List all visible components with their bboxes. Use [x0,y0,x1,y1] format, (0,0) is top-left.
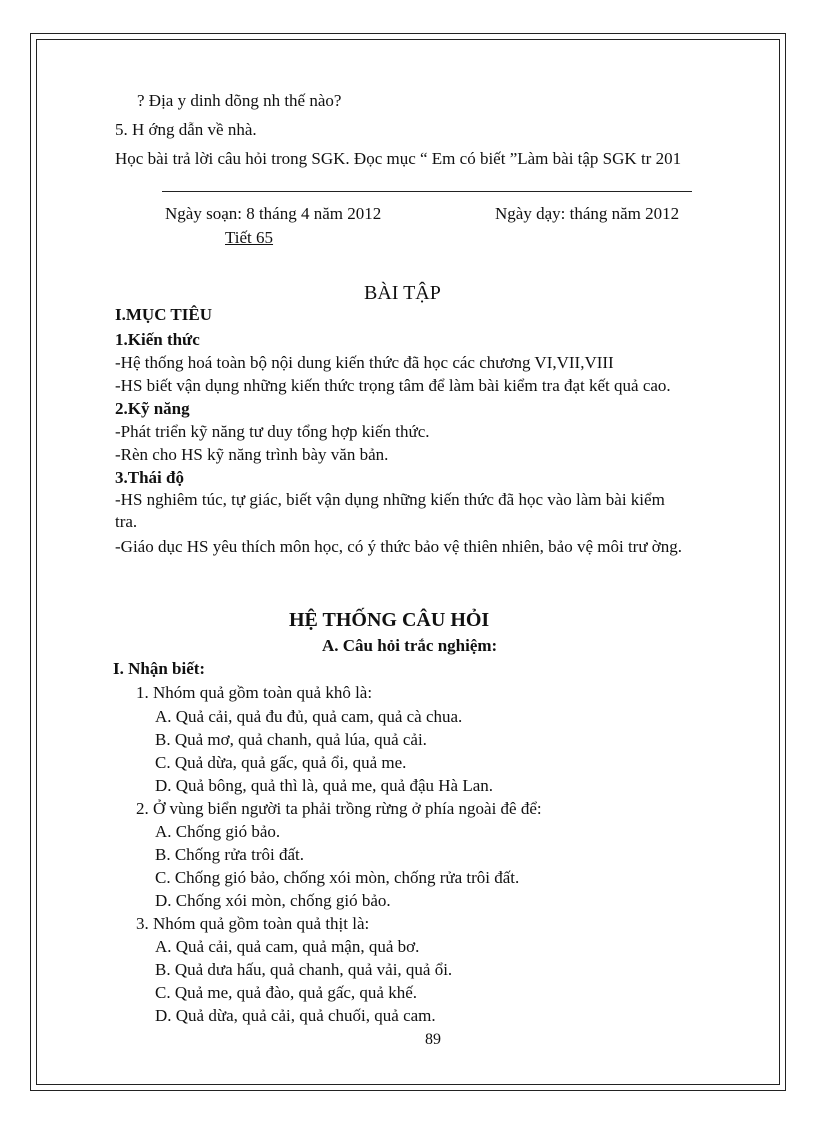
header-line-question: ? Địa y dinh dõng nh thế nào? [137,91,342,110]
question-3-option-b: B. Quả dưa hấu, quả chanh, quả vải, quả ổi. [155,960,453,979]
knowledge-item-1: -Hệ thống hoá toàn bộ nội dung kiến thức đã học các chương VI,VII,VIII [115,353,614,372]
lesson-period: Tiết 65 [225,228,274,247]
questions-heading: HỆ THỐNG CÂU HỎI [289,609,490,631]
question-3-option-d: D. Quả dừa, quả cải, quả chuối, quả cam. [155,1006,436,1025]
attitude-heading: 3.Thái độ [115,468,184,487]
question-1-option-c: C. Quả dừa, quả gấc, quả ổi, quả me. [155,753,407,772]
skills-item-1: -Phát triển kỹ năng tư duy tổng hợp kiến thức. [115,422,430,441]
question-1-option-b: B. Quả mơ, quả chanh, quả lúa, quả cải. [155,730,427,749]
question-3: 3. Nhóm quả gồm toàn quả thịt là: [136,914,370,933]
questions-subheading: A. Câu hỏi trắc nghiệm: [322,636,498,655]
question-3-option-c: C. Quả me, quả đào, quả gấc, quả khế. [155,983,417,1002]
skills-heading: 2.Kỹ năng [115,399,190,418]
question-2: 2. Ở vùng biển người ta phải trồng rừng ở phía ngoài đê để: [136,799,542,818]
separator-line [162,191,692,192]
question-2-option-b: B. Chống rửa trôi đất. [155,845,304,864]
header-line-homework-text: Học bài trả lời câu hỏi trong SGK. Đọc mục “ Em có biết ”Làm bài tập SGK tr 201 [115,149,682,168]
knowledge-heading: 1.Kiến thức [115,330,200,349]
attitude-item-2: -Giáo dục HS yêu thích môn học, có ý thức bảo vệ thiên nhiên, bảo vệ môi trư ờng. [115,537,683,556]
question-2-option-d: D. Chống xói mòn, chống gió bảo. [155,891,391,910]
attitude-item-1: -HS nghiêm túc, tự giác, biết vận dụng những kiến thức đã học vào làm bài kiểm [115,490,665,509]
knowledge-item-2: -HS biết vận dụng những kiến thức trọng tâm để làm bài kiểm tra đạt kết quả cao. [115,376,671,395]
question-2-option-c: C. Chống gió bảo, chống xói mòn, chống rửa trôi đất. [155,868,520,887]
lesson-title: BÀI TẬP [364,282,441,304]
objectives-heading: I.MỤC TIÊU [115,305,212,324]
prep-date: Ngày soạn: 8 tháng 4 năm 2012 [165,204,382,223]
question-1-option-a: A. Quả cải, quả đu đủ, quả cam, quả cà chua. [155,707,463,726]
header-line-homework-title: 5. H ớng dẫn về nhà. [115,120,257,139]
question-2-option-a: A. Chống gió bảo. [155,822,281,841]
level-heading: I. Nhận biết: [113,659,206,678]
question-1: 1. Nhóm quả gồm toàn quả khô là: [136,683,373,702]
question-1-option-d: D. Quả bông, quả thì là, quả me, quả đậu Hà Lan. [155,776,494,795]
skills-item-2: -Rèn cho HS kỹ năng trình bày văn bản. [115,445,389,464]
page-number: 89 [425,1031,441,1048]
teach-date: Ngày dạy: tháng năm 2012 [495,204,680,223]
question-3-option-a: A. Quả cải, quả cam, quả mận, quả bơ. [155,937,420,956]
attitude-item-1-cont: tra. [115,512,138,531]
